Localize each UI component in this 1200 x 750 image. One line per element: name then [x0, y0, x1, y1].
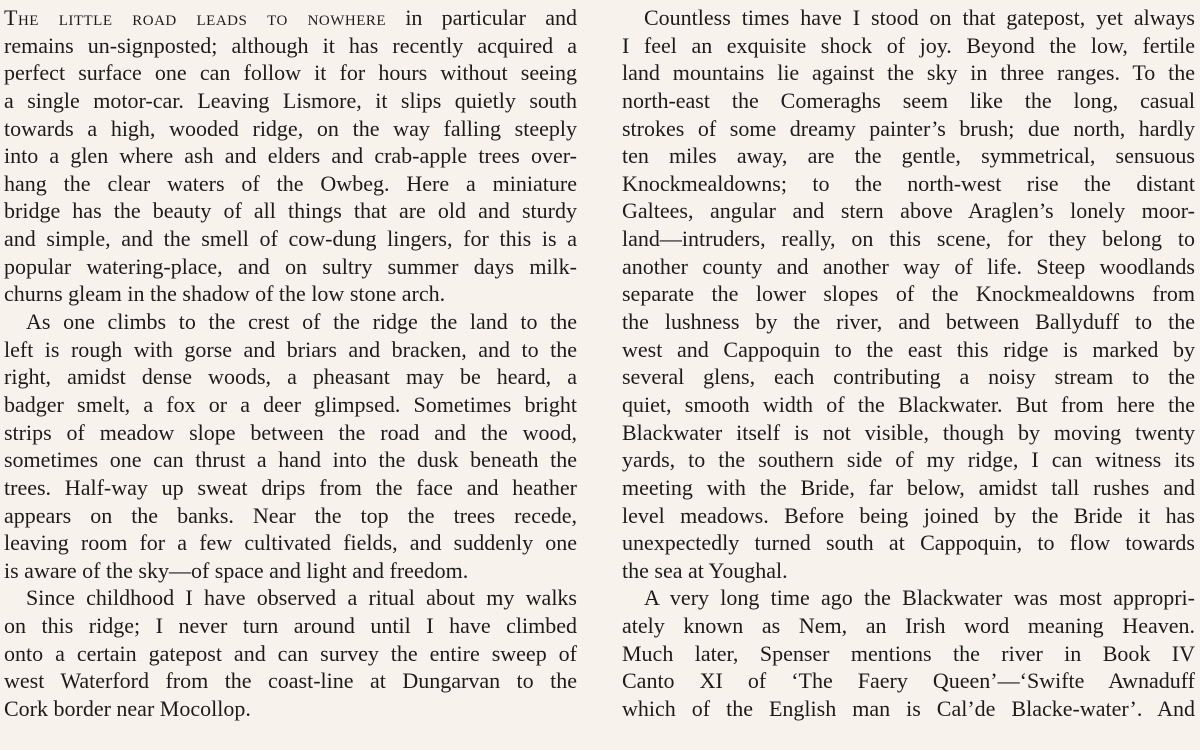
text-line: level meadows. Before being joined by the Bride it has	[622, 502, 1195, 528]
text-line: ately known as Nem, an Irish word meaning Heaven.	[622, 613, 1195, 639]
text-line: north-east the Comeraghs seem like the long, casual	[622, 87, 1195, 113]
text-line: another county and another way of life. Steep woodlands	[622, 253, 1195, 279]
text-line: and simple, and the smell of cow-dung lingers, for this is a	[4, 226, 577, 252]
text-line: west Waterford from the coast-line at Dungarvan to the	[4, 668, 577, 694]
text-line: west and Cappoquin to the east this ridge is marked by	[622, 336, 1195, 362]
text-line: the lushness by the river, and between Ballyduff to the	[622, 309, 1195, 335]
text-line: popular watering-place, and on sultry summer days milk-	[4, 253, 577, 279]
text-line: strips of meadow slope between the road and the wood,	[4, 419, 577, 445]
text-line: on this ridge; I never turn around until I have climbed	[4, 613, 577, 639]
text-line: several glens, each contributing a noisy stream to the	[622, 364, 1195, 390]
text-line: meeting with the Bride, far below, amidst tall rushes and	[622, 474, 1195, 500]
text-line: perfect surface one can follow it for hours without seeing	[4, 60, 577, 86]
text-line: trees. Half-way up sweat drips from the face and heather	[4, 474, 577, 500]
text-line: land mountains lie against the sky in three ranges. To the	[622, 60, 1195, 86]
text-line: Blackwater itself is not visible, though by moving twenty	[622, 419, 1195, 445]
text-line: is aware of the sky—of space and light and freedom.	[4, 557, 469, 583]
text-line: Canto XI of ‘The Faery Queen’—‘Swifte Awnaduff	[622, 668, 1195, 694]
text-line: a single motor-car. Leaving Lismore, it slips quietly south	[4, 87, 577, 113]
paragraph-5-first-line: A very long time ago the Blackwater was most appropri-	[644, 585, 1195, 611]
text-line: appears on the banks. Near the top the trees recede,	[4, 502, 577, 528]
text-line: left is rough with gorse and briars and bracken, and to the	[4, 336, 577, 362]
text-line: leaving room for a few cultivated fields, and suddenly one	[4, 530, 577, 556]
paragraph-1-first-line	[4, 4, 577, 32]
right-text-column	[622, 4, 1195, 723]
paragraph-4-first-line: Countless times have I stood on that gatepost, yet always	[644, 5, 1195, 30]
text-line: unexpectedly turned south at Cappoquin, to flow towards	[622, 530, 1195, 556]
text-line: right, amidst dense woods, a pheasant may be heard, a	[4, 364, 577, 390]
text-line: which of the English man is Cal’de Blacke-water’. And	[622, 696, 1195, 722]
text-line: I feel an exquisite shock of joy. Beyond the low, fertile	[622, 32, 1195, 58]
text-line: ten miles away, are the gentle, symmetrical, sensuous	[622, 143, 1195, 169]
text-line: yards, to the southern side of my ridge, I can witness its	[622, 447, 1195, 473]
text-line: quiet, smooth width of the Blackwater. But from here the	[622, 391, 1195, 417]
text-line: land—intruders, really, on this scene, for they belong to	[622, 226, 1195, 252]
text-line: into a glen where ash and elders and crab-apple trees over-	[4, 143, 577, 169]
text-line: Knockmealdowns; to the north-west rise the distant	[622, 170, 1195, 196]
text-line: Much later, Spenser mentions the river in Book IV	[622, 640, 1195, 666]
text-line: Cork border near Mocollop.	[4, 696, 251, 722]
opening-line-rest: in particular and	[386, 5, 577, 30]
paragraph-3-first-line: Since childhood I have observed a ritual about my walks	[26, 585, 577, 611]
text-line: badger smelt, a fox or a deer glimpsed. Sometimes bright	[4, 391, 577, 417]
text-line: hang the clear waters of the Owbeg. Here a miniature	[4, 170, 577, 196]
opening-small-caps: The little road leads to nowhere	[4, 5, 387, 30]
text-line: bridge has the beauty of all things that are old and sturdy	[4, 198, 577, 224]
text-line: onto a certain gatepost and can survey the entire sweep of	[4, 640, 577, 666]
text-line: separate the lower slopes of the Knockmealdowns from	[622, 281, 1195, 307]
text-line: the sea at Youghal.	[622, 557, 788, 583]
text-line: Galtees, angular and stern above Araglen’s lonely moor-	[622, 198, 1195, 224]
text-line: towards a high, wooded ridge, on the way falling steeply	[4, 115, 577, 141]
text-line: remains un-signposted; although it has recently acquired a	[4, 32, 577, 58]
left-text-column	[4, 4, 577, 723]
text-line: strokes of some dreamy painter’s brush; due north, hardly	[622, 115, 1195, 141]
text-line: sometimes one can thrust a hand into the dusk beneath the	[4, 447, 577, 473]
paragraph-2-first-line: As one climbs to the crest of the ridge the land to the	[26, 309, 577, 335]
text-line: churns gleam in the shadow of the low stone arch.	[4, 281, 446, 307]
